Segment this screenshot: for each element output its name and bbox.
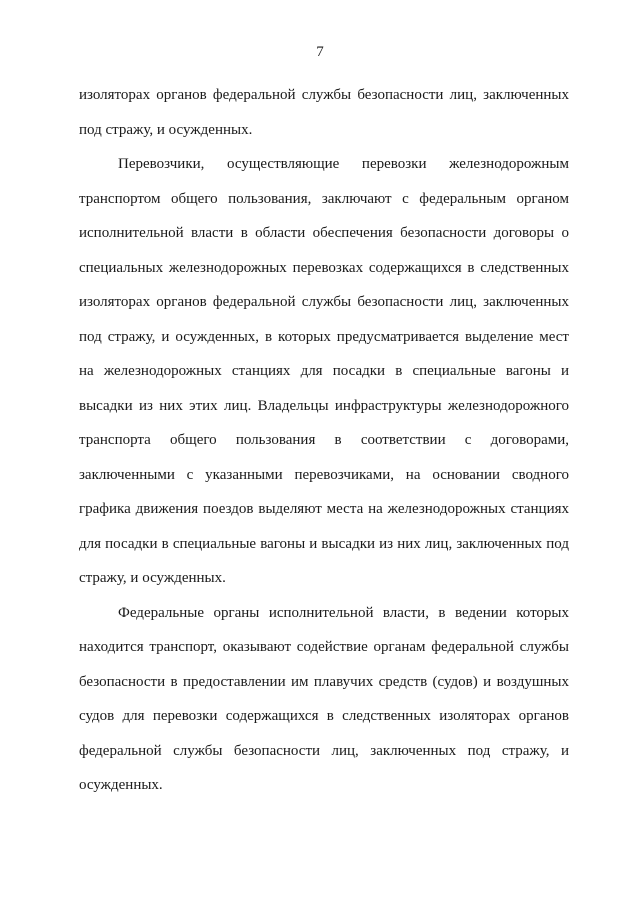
page-number: 7	[316, 44, 324, 60]
paragraph-railway-carriers: Перевозчики, осуществляющие перевозки железнодорожным транспортом общего пользования, заключают с федеральным органом исполнительной власти в области обеспечения безопасности договоры о специальных железнодорожных перевозках содержащихся в следственных изоляторах органов федеральной службы безопасности лиц, заключенных под стражу, и осужденных, в которых предусматривается выделение мест на железнодорожных станциях для посадки в специальные вагоны и высадки из них этих лиц. Владельцы инфраструктуры железнодорожного транспорта общего пользования в соответствии с договорами, заключенными с указанными перевозчиками, на основании сводного графика движения поездов выделяют места на железнодорожных станциях для посадки в специальные вагоны и высадки из них лиц, заключенных под стражу, и осужденных.	[79, 156, 569, 586]
paragraph-federal-transport-assistance: Федеральные органы исполнительной власти, в ведении которых находится транспорт, оказывают содействие органам федеральной службы безопасности в предоставлении им плавучих средств (судов) и воздушных судов для перевозки содержащихся в следственных изоляторах органов федеральной службы безопасности лиц, заключенных под стражу, и осужденных.	[79, 604, 569, 793]
document-body	[79, 78, 569, 803]
paragraph-continuation: изоляторах органов федеральной службы безопасности лиц, заключенных под стражу, и осужденных.	[79, 87, 569, 138]
